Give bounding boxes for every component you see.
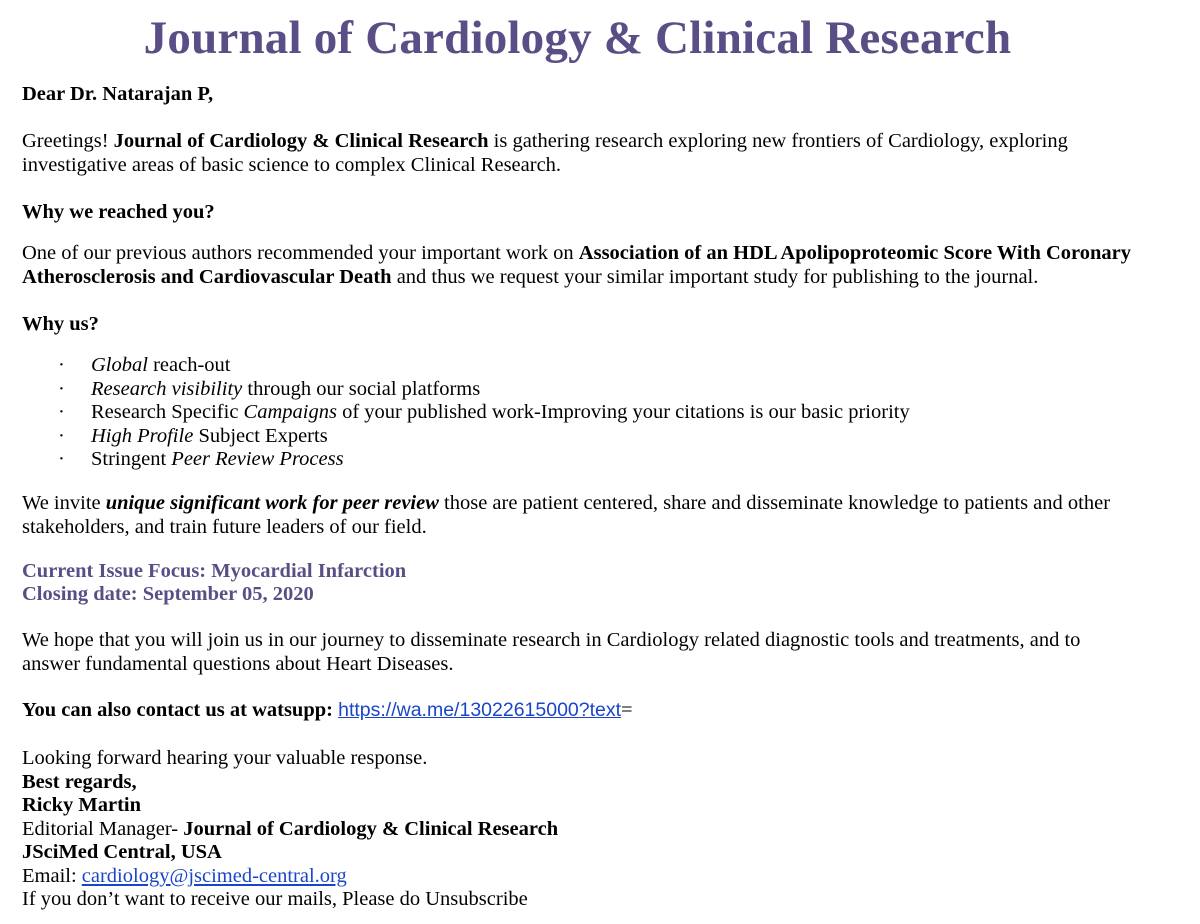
closing-sentence: Looking forward hearing your valuable response. — [22, 747, 428, 769]
intro-paragraph — [22, 130, 1068, 177]
organization: JSciMed Central, USA — [22, 841, 222, 863]
section-heading-why-reached: Why we reached you? — [22, 201, 215, 223]
issue-focus: Current Issue Focus: Myocardial Infarction — [22, 560, 407, 582]
reached-line-2: Atherosclerosis and Cardiovascular Death and thus we request your similar important study for publishing to the journal. — [22, 265, 1039, 288]
sender-role: Editorial Manager- Journal of Cardiology & Clinical Research — [22, 817, 559, 840]
hope-line-2: answer fundamental questions about Heart Diseases. — [22, 652, 454, 675]
reached-paragraph — [22, 242, 1131, 289]
cited-work-title: Association of an HDL Apolipoproteomic Score With Coronary — [578, 242, 1132, 264]
list-item: Global reach-out — [91, 354, 231, 376]
invite-line-1: We invite unique significant work for peer review those are patient centered, share and disseminate knowledge to patients and other — [22, 492, 1111, 514]
intro-journal-name: Journal of Cardiology & Clinical Research — [113, 130, 489, 152]
intro-line-2: investigative areas of basic science to complex Clinical Research. — [22, 153, 562, 176]
signature-block — [22, 747, 558, 912]
contact-label: You can also contact us at watsupp: — [22, 699, 339, 721]
closing-date: Closing date: September 05, 2020 — [22, 583, 314, 605]
bullet-marker: · — [58, 401, 65, 423]
intro-line-1: Greetings! Journal of Cardiology & Clinical Research is gathering research exploring new frontiers of Cardiology, exploring — [22, 130, 1068, 152]
salutation: Dear Dr. Natarajan P, — [22, 83, 214, 105]
email-link[interactable]: cardiology@jscimed-central.org — [81, 864, 347, 887]
list-item: High Profile Subject Experts — [91, 424, 328, 447]
sender-name: Ricky Martin — [22, 794, 141, 816]
bullet-marker: · — [58, 354, 65, 376]
email-line: Email: cardiology@jscimed-central.org — [22, 864, 347, 887]
invite-paragraph — [22, 492, 1110, 539]
list-item: Stringent Peer Review Process — [91, 448, 344, 470]
journal-title: Journal of Cardiology & Clinical Research — [143, 12, 1012, 64]
unsubscribe-line: If you don’t want to receive our mails, Please do Unsubscribe — [22, 888, 528, 910]
hope-line-1: We hope that you will join us in our journey to disseminate research in Cardiology related diagnostic tools and treatments, and to — [22, 629, 1081, 651]
whatsapp-link[interactable]: https://wa.me/13022615000?text — [338, 699, 622, 721]
invite-emphasis: unique significant work for peer review — [105, 492, 439, 514]
bullet-marker: · — [58, 424, 65, 447]
best-regards: Best regards, — [22, 770, 137, 793]
invite-line-2: stakeholders, and train future leaders of our field. — [22, 515, 427, 538]
bullet-marker: · — [58, 448, 65, 470]
reached-line-1: One of our previous authors recommended your important work on Association of an HDL Apolipoproteomic Score With Coronary — [22, 242, 1132, 264]
hope-paragraph — [22, 629, 1080, 676]
contact-line: You can also contact us at watsupp: https://wa.me/13022615000?text= — [22, 699, 633, 721]
section-heading-why-us: Why us? — [22, 313, 99, 335]
list-item: Research visibility through our social platforms — [91, 377, 481, 400]
bullet-marker: · — [58, 377, 65, 400]
list-item: Research Specific Campaigns of your published work-Improving your citations is our basic priority — [91, 401, 910, 423]
